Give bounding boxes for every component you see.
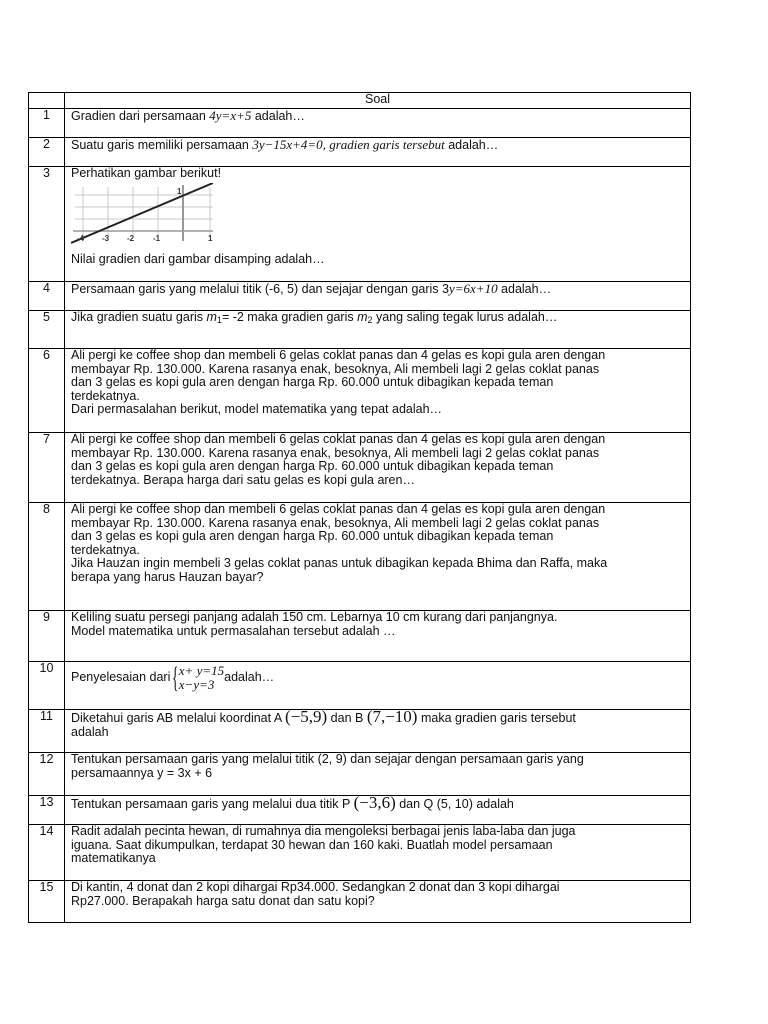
question-number: 3	[29, 167, 65, 282]
question-text: Penyelesaian dari { x+ y=15 x−y=3 adalah…	[65, 662, 691, 710]
x-tick-label: -4	[77, 233, 85, 243]
equation-system: { x+ y=15 x−y=3	[172, 661, 225, 694]
question-text: Ali pergi ke coffee shop dan membeli 6 gelas coklat panas dan 4 gelas es kopi gula aren dengan membayar Rp. 130.000. Karena rasanya enak, besoknya, Ali membeli lagi 2 gelas coklat panas dan 3 gelas es kopi gula aren dengan harga Rp. 60.000 untuk dibagikan kepada teman terdekatnya. Berapa harga dari satu gelas es kopi gula aren…	[65, 433, 691, 503]
question-text: Tentukan persamaan garis yang melalui titik (2, 9) dan sejajar dengan persamaan garis yang persamaannya y = 3x + 6	[65, 753, 691, 796]
header-number-cell	[29, 93, 65, 109]
question-text: Di kantin, 4 donat dan 2 kopi dihargai Rp34.000. Sedangkan 2 donat dan 3 kopi dihargai Rp27.000. Berapakah harga satu donat dan satu kopi?	[65, 881, 691, 923]
question-row-3	[29, 167, 691, 282]
question-number: 7	[29, 433, 65, 503]
question-number: 13	[29, 796, 65, 825]
question-number: 15	[29, 881, 65, 923]
question-row-5	[29, 311, 691, 349]
y-tick-1: 1	[177, 186, 182, 196]
question-row-7	[29, 433, 691, 503]
question-row-15	[29, 881, 691, 923]
question-number: 2	[29, 138, 65, 167]
question-row-11	[29, 710, 691, 753]
table-header-row	[29, 93, 691, 109]
question-row-13	[29, 796, 691, 825]
question-text: Suatu garis memiliki persamaan 3y−15x+4=0, gradien garis tersebut adalah…	[65, 138, 691, 167]
question-row-14	[29, 825, 691, 881]
question-text: Tentukan persamaan garis yang melalui dua titik P (−3,6) dan Q (5, 10) adalah	[65, 796, 691, 825]
header-soal: Soal	[65, 93, 691, 109]
question-table	[28, 92, 691, 923]
x-tick-label: -3	[102, 233, 110, 243]
question-row-1	[29, 109, 691, 138]
question-text: Ali pergi ke coffee shop dan membeli 6 gelas coklat panas dan 4 gelas es kopi gula aren dengan membayar Rp. 130.000. Karena rasanya enak, besoknya, Ali membeli lagi 2 gelas coklat panas dan 3 gelas es kopi gula aren dengan harga Rp. 60.000 untuk dibagikan kepada teman terdekatnya. Jika Hauzan ingin membeli 3 gelas coklat panas untuk dibagikan kepada Bhima dan Raffa, maka berapa yang harus Hauzan bayar?	[65, 503, 691, 611]
question-row-8	[29, 503, 691, 611]
question-number: 1	[29, 109, 65, 138]
question-row-9	[29, 611, 691, 662]
question-text: Keliling suatu persegi panjang adalah 150 cm. Lebarnya 10 cm kurang dari panjangnya. Model matematika untuk permasalahan tersebut adalah …	[65, 611, 691, 662]
question-text: Ali pergi ke coffee shop dan membeli 6 gelas coklat panas dan 4 gelas es kopi gula aren dengan membayar Rp. 130.000. Karena rasanya enak, besoknya, Ali membeli lagi 2 gelas coklat panas dan 3 gelas es kopi gula aren dengan harga Rp. 60.000 untuk dibagikan kepada teman terdekatnya. Dari permasalahan berikut, model matematika yang tepat adalah…	[65, 349, 691, 433]
question-number: 5	[29, 311, 65, 349]
question-number: 14	[29, 825, 65, 881]
graph-line	[71, 183, 213, 243]
question-text: Jika gradien suatu garis $m_1= -2$ maka gradien garis $m_2$ yang saling tegak lurus adalah…	[65, 311, 691, 349]
x-tick-label: 1	[208, 233, 213, 243]
question-text: Gradien dari persamaan 4y=x+5 adalah…	[65, 109, 691, 138]
question-number: 10	[29, 662, 65, 710]
question-number: 6	[29, 349, 65, 433]
question-row-4	[29, 282, 691, 311]
question-row-10	[29, 662, 691, 710]
question-text: Persamaan garis yang melalui titik (-6, 5) dan sejajar dengan garis 3y=6x+10 adalah…	[65, 282, 691, 311]
x-tick-label: -1	[153, 233, 161, 243]
question-number: 8	[29, 503, 65, 611]
question-row-2	[29, 138, 691, 167]
x-tick-label: -2	[127, 233, 135, 243]
line-graph-figure	[71, 183, 221, 247]
question-number: 4	[29, 282, 65, 311]
question-text: Radit adalah pecinta hewan, di rumahnya dia mengoleksi berbagai jenis laba-laba dan juga iguana. Saat dikumpulkan, terdapat 30 hewan dan 160 kaki. Buatlah model persamaan matematikanya	[65, 825, 691, 881]
question-number: 11	[29, 710, 65, 753]
question-number: 12	[29, 753, 65, 796]
question-text: Diketahui garis AB melalui koordinat A (−5,9) dan B (7,−10) maka gradien garis tersebut adalah	[65, 710, 691, 753]
question-number: 9	[29, 611, 65, 662]
question-text: Perhatikan gambar berikut! 1 -4 -3 -2 -1 1 Nilai gradien dari gambar disamping adalah…	[65, 167, 691, 282]
question-row-6	[29, 349, 691, 433]
question-row-12	[29, 753, 691, 796]
